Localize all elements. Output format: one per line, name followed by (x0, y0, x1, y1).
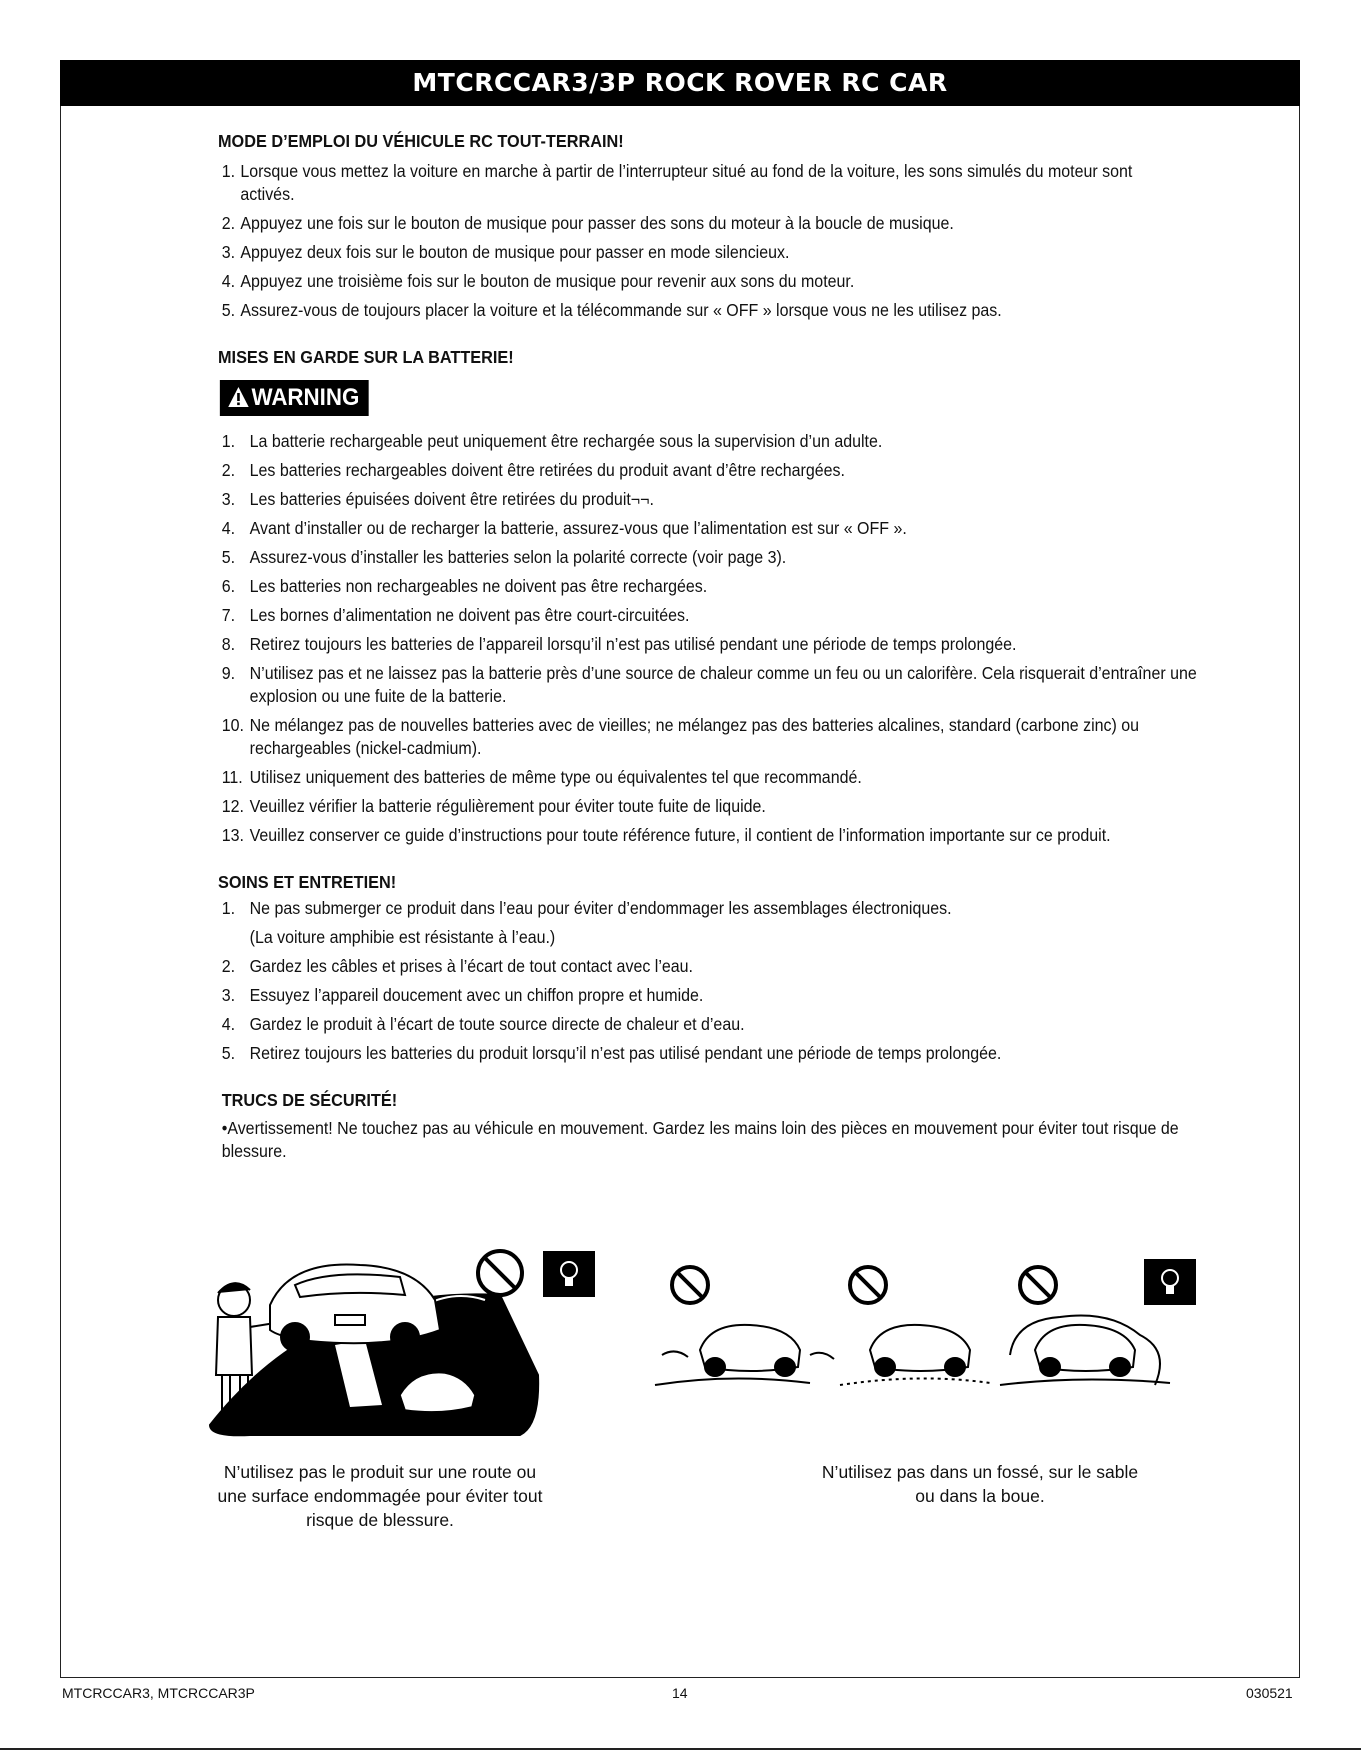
list-item (218, 604, 1218, 627)
item-text: Ne pas submerger ce produit dans l’eau pour éviter d’endommager les assemblages électroniques. (249, 898, 952, 918)
item-text: Gardez les câbles et prises à l’écart de tout contact avec l’eau. (249, 956, 693, 976)
caption-line: N’utilisez pas dans un fossé, sur le sable (821, 1462, 1139, 1482)
item-text: Appuyez une fois sur le bouton de musique pour passer des sons du moteur à la boucle de musique. (240, 213, 954, 233)
list-item (218, 955, 1218, 978)
car-drawing (270, 1265, 440, 1352)
item-text: Les bornes d’alimentation ne doivent pas être court-circuitées. (249, 605, 690, 625)
item-text: Retirez toujours les batteries du produit lorsqu’il n’est pas utilisé pendant une période de temps prolongée. (249, 1043, 1002, 1063)
item-number: 4. (221, 518, 236, 538)
list-item (218, 633, 1218, 656)
item-number: 3. (221, 489, 236, 509)
item-text: Retirez toujours les batteries de l’appareil lorsqu’il n’est pas utilisé pendant une période de temps prolongée. (249, 634, 1017, 654)
item-subtext: (La voiture amphibie est résistante à l’eau.) (249, 927, 556, 947)
footer-model: MTCRCCAR3, MTCRCCAR3P (62, 1685, 255, 1701)
list-item (218, 795, 1218, 818)
tip-bulb-icon (543, 1251, 595, 1297)
list-item (218, 270, 1148, 293)
item-number: 5. (221, 1043, 236, 1063)
item-text: Essuyez l’appareil doucement avec un chiffon propre et humide. (249, 985, 704, 1005)
item-number: 9. (221, 663, 236, 683)
battery-heading: MISES EN GARDE SUR LA BATTERIE! (218, 347, 514, 367)
car-in-ditch-drawing (655, 1325, 834, 1385)
content (218, 128, 1197, 1163)
item-text: Avant d’installer ou de recharger la batterie, assurez-vous que l’alimentation est sur « OFF ». (249, 518, 907, 538)
item-number: 2. (221, 956, 236, 976)
item-text: Lorsque vous mettez la voiture en marche à partir de l’interrupteur situé au fond de la voiture, les sons simulés du moteur sont activés. (240, 161, 1133, 204)
care-list (218, 897, 1218, 1065)
warning-label: WARNING (251, 384, 360, 411)
list-item (218, 897, 1218, 949)
item-number: 5. (221, 300, 236, 320)
item-number: 12. (221, 796, 244, 816)
no-symbol-icon (1020, 1267, 1056, 1303)
safety-heading: TRUCS DE SÉCURITÉ! (221, 1090, 398, 1110)
item-number: 2. (221, 460, 236, 480)
list-item (218, 459, 1218, 482)
list-item (218, 299, 1148, 322)
item-number: 2. (221, 213, 236, 233)
list-item (218, 1013, 1218, 1036)
item-number: 7. (221, 605, 236, 625)
list-item (218, 575, 1218, 598)
item-number: 1. (221, 431, 236, 451)
no-symbol-icon (850, 1267, 886, 1303)
battery-list (218, 430, 1218, 847)
item-text: Utilisez uniquement des batteries de même type ou équivalentes tel que recommandé. (249, 767, 862, 787)
item-number: 3. (221, 242, 236, 262)
item-text: Assurez-vous d’installer les batteries selon la polarité correcte (voir page 3). (249, 547, 787, 567)
caption-line: risque de blessure. (306, 1510, 454, 1530)
item-text: Assurez-vous de toujours placer la voiture et la télécommande sur « OFF » lorsque vous ne les utilisez pas. (240, 300, 1002, 320)
warning-badge (220, 380, 369, 416)
list-item (218, 241, 1148, 264)
road-warning-illustration (200, 1245, 600, 1445)
item-text: Gardez le produit à l’écart de toute source directe de chaleur et d’eau. (249, 1014, 745, 1034)
page-title: MTCRCCAR3/3P ROCK ROVER RC CAR (60, 60, 1300, 106)
right-caption (770, 1460, 1190, 1508)
mode-list (218, 160, 1148, 322)
car-in-mud-drawing (1000, 1315, 1170, 1385)
terrain-warning-illustration (650, 1255, 1200, 1405)
footer-page-number: 14 (672, 1685, 688, 1701)
item-number: 6. (221, 576, 236, 596)
item-number: 4. (221, 1014, 236, 1034)
item-number: 11. (221, 767, 243, 787)
list-item (218, 517, 1218, 540)
item-number: 4. (221, 271, 236, 291)
left-caption (180, 1460, 580, 1532)
item-text: N’utilisez pas et ne laissez pas la batterie près d’une source de chaleur comme un feu ou un calorifère. Cela risquerait d’entraîner une explosion ou une fuite de la batterie. (249, 663, 1197, 706)
list-item (218, 714, 1218, 760)
care-heading: SOINS ET ENTRETIEN! (218, 872, 397, 892)
bottom-divider (0, 1748, 1361, 1750)
item-text: Les batteries rechargeables doivent être retirées du produit avant d’être rechargées. (249, 460, 845, 480)
item-number: 5. (221, 547, 236, 567)
item-text: Appuyez une troisième fois sur le bouton de musique pour revenir aux sons du moteur. (240, 271, 855, 291)
list-item (218, 430, 1218, 453)
caption-line: une surface endommagée pour éviter tout (217, 1486, 543, 1506)
item-text: Ne mélangez pas de nouvelles batteries avec de vieilles; ne mélangez pas des batteries alcalines, standard (carbone zinc) ou rechargeables (nickel-cadmium). (249, 715, 1140, 758)
item-number: 3. (221, 985, 236, 1005)
caption-line: N’utilisez pas le produit sur une route ou (223, 1462, 537, 1482)
no-symbol-icon (672, 1267, 708, 1303)
item-number: 1. (221, 898, 236, 918)
item-text: La batterie rechargeable peut uniquement être rechargée sous la supervision d’un adulte. (249, 431, 883, 451)
item-text: Veuillez vérifier la batterie régulièrement pour éviter toute fuite de liquide. (249, 796, 766, 816)
list-item (218, 984, 1218, 1007)
car-in-sand-drawing (840, 1325, 990, 1385)
item-number: 10. (221, 715, 244, 735)
item-text: Les batteries épuisées doivent être retirées du produit¬¬. (249, 489, 654, 509)
caption-line: ou dans la boue. (915, 1486, 1045, 1506)
warning-triangle-icon (227, 386, 249, 408)
item-number: 13. (221, 825, 244, 845)
item-text: Veuillez conserver ce guide d’instructions pour toute référence future, il contient de l’information importante sur ce produit. (249, 825, 1111, 845)
item-text: Les batteries non rechargeables ne doivent pas être rechargées. (249, 576, 708, 596)
item-number: 1. (221, 161, 236, 181)
safety-text: •Avertissement! Ne touchez pas au véhicule en mouvement. Gardez les mains loin des pièces en mouvement pour éviter tout risque de blessure. (221, 1118, 1179, 1161)
tip-bulb-icon (1144, 1259, 1196, 1305)
mode-heading: MODE D’EMPLOI DU VÉHICULE RC TOUT-TERRAIN! (218, 131, 624, 151)
list-item (218, 212, 1148, 235)
footer-code: 030521 (1246, 1685, 1293, 1701)
item-number: 8. (221, 634, 236, 654)
list-item (218, 1042, 1218, 1065)
list-item (218, 546, 1218, 569)
list-item (218, 160, 1148, 206)
list-item (218, 824, 1218, 847)
list-item (218, 766, 1218, 789)
list-item (218, 488, 1218, 511)
item-text: Appuyez deux fois sur le bouton de musique pour passer en mode silencieux. (240, 242, 790, 262)
list-item (218, 662, 1218, 708)
no-symbol-icon (478, 1251, 522, 1295)
